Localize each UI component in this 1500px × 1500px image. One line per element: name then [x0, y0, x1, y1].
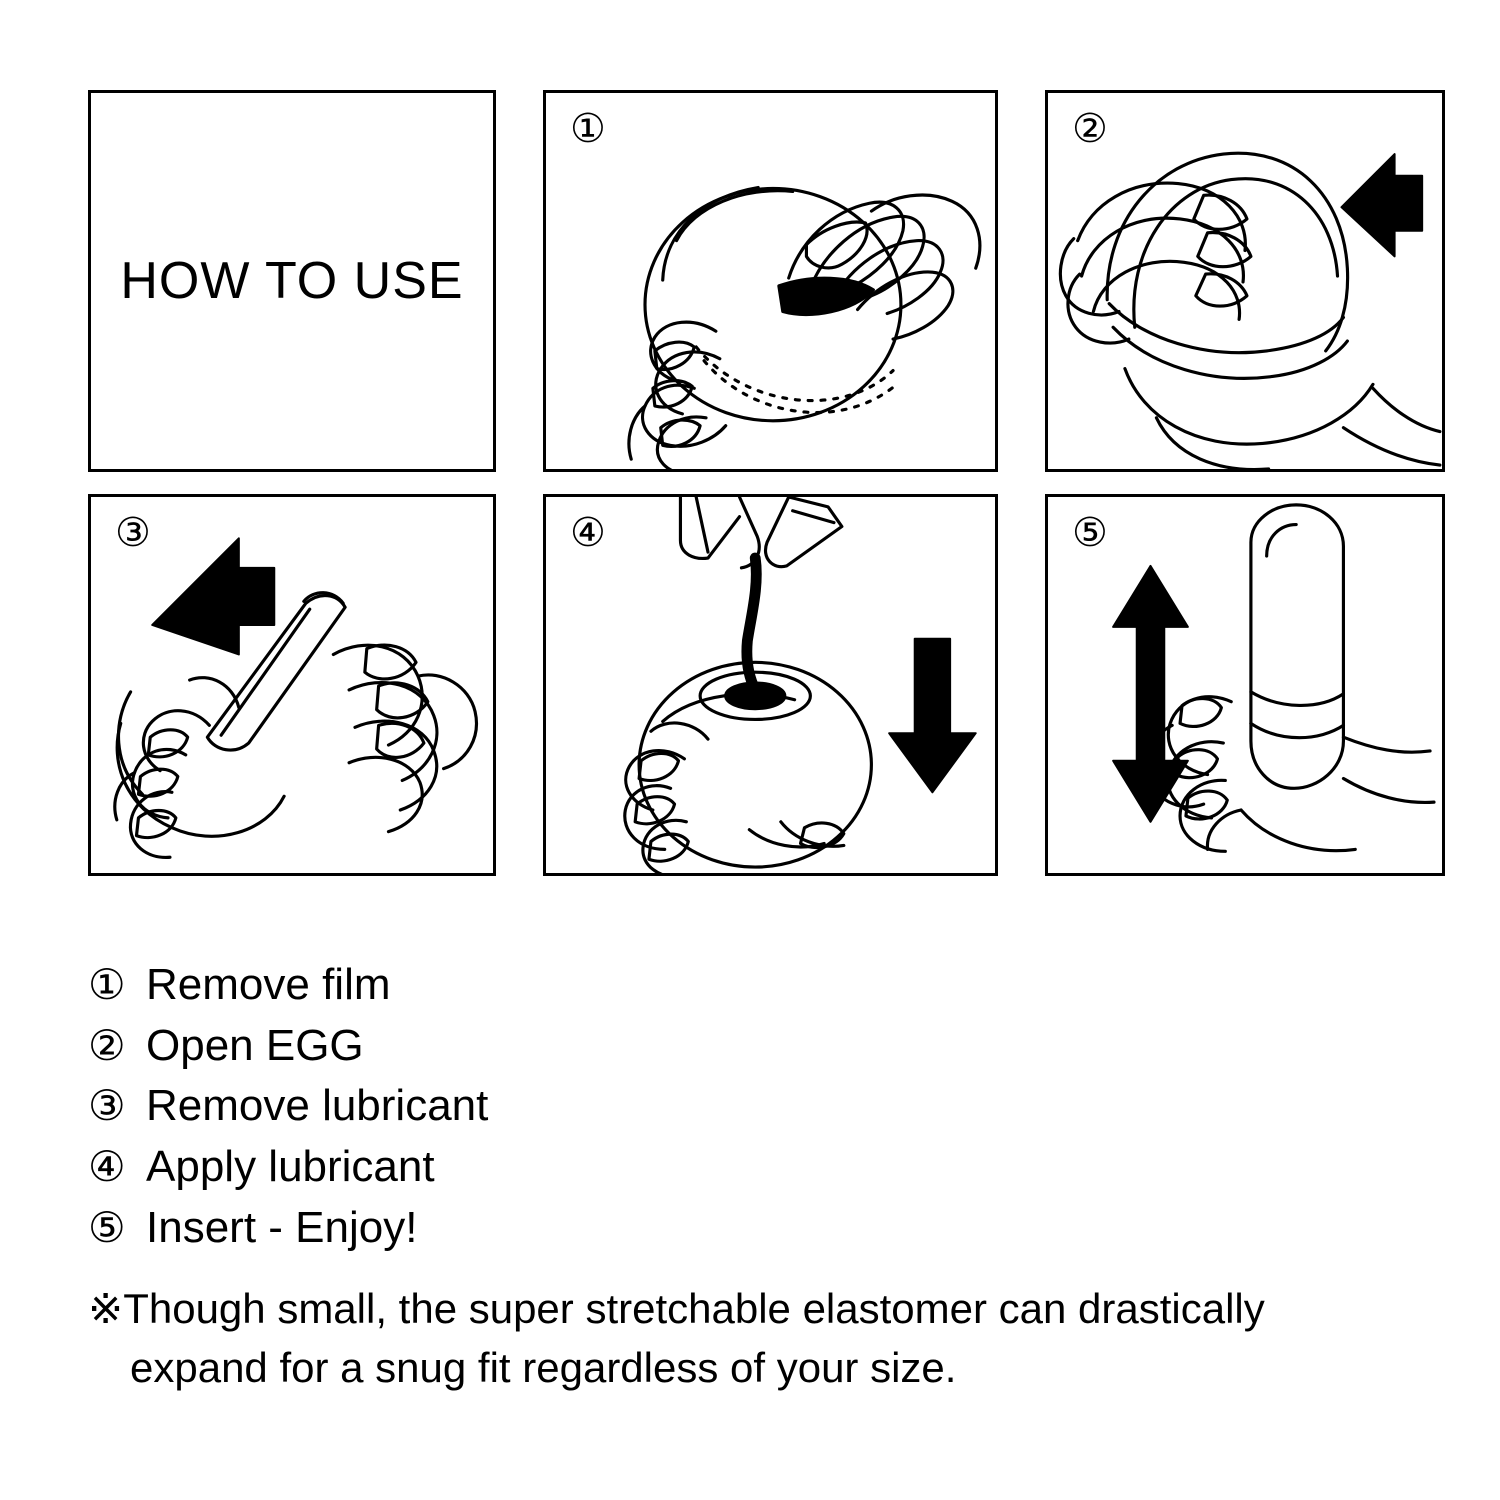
caption-row: [88, 955, 1418, 1016]
panel-grid: [88, 90, 1398, 876]
caption-row: [88, 1137, 1418, 1198]
step-marker-3: ③: [115, 511, 151, 555]
panel-step-2: [1045, 90, 1445, 472]
panel-step-1: [543, 90, 998, 472]
step-marker-2: ②: [1072, 107, 1108, 151]
caption-label: Open EGG: [146, 1020, 364, 1070]
page-title: HOW TO USE: [120, 252, 464, 310]
caption-label: Remove lubricant: [146, 1081, 489, 1131]
illustration-remove-film: [546, 93, 995, 469]
caption-label: Remove film: [146, 960, 391, 1009]
caption-label: Insert - Enjoy!: [146, 1202, 418, 1252]
caption-marker: ⑤: [88, 1203, 126, 1251]
footnote-line-2: expand for a snug fit regardless of your size.: [130, 1344, 957, 1392]
step-marker-1: ①: [570, 107, 606, 151]
step-caption-list: [88, 955, 1418, 1398]
illustration-remove-lubricant: [91, 497, 493, 873]
caption-row: [88, 1016, 1418, 1077]
caption-label: Apply lubricant: [146, 1142, 435, 1192]
panel-title: [88, 90, 496, 472]
illustration-apply-lubricant: [546, 497, 995, 873]
caption-marker: ③: [88, 1082, 126, 1130]
footnote: [88, 1279, 1408, 1398]
footnote-line-1: Though small, the super stretchable elastomer can drastically: [123, 1284, 1265, 1332]
panel-step-4: [543, 494, 998, 876]
step-marker-5: ⑤: [1072, 511, 1108, 555]
caption-marker: ②: [88, 1021, 126, 1069]
footnote-marker: ※: [88, 1284, 124, 1332]
caption-row: [88, 1076, 1418, 1137]
step-marker-4: ④: [570, 511, 606, 555]
caption-row: [88, 1198, 1418, 1259]
caption-marker: ①: [88, 961, 126, 1008]
caption-marker: ④: [88, 1143, 126, 1191]
panel-step-5: [1045, 494, 1445, 876]
panel-step-3: [88, 494, 496, 876]
